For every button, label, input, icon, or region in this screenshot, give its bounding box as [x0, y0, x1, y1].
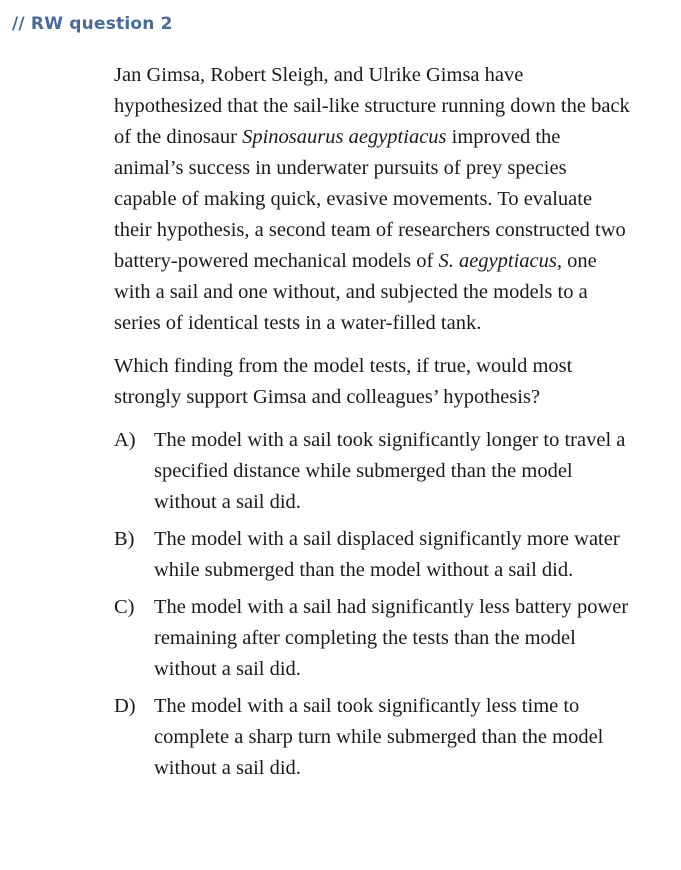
- choice-a[interactable]: [114, 425, 634, 518]
- passage-text-start: Jan Gimsa, Robert Sleigh, and Ulrike Gimsa have hypothesized that the sail-like structure running down the back of the dinosaur: [114, 64, 630, 148]
- passage-text-middle: improved the animal’s success in underwater pursuits of prey species capable of making quick, evasive movements. To evaluate their hypothesis, a second team of researchers constructed two battery-powered mechanical models of: [114, 126, 626, 272]
- choice-text: The model with a sail took significantly less time to complete a sharp turn while submerged than the model without a sail did.: [154, 695, 604, 779]
- passage-text-end: one with a sail and one without, and subjected the models to a series of identical tests in a water-filled tank.: [114, 250, 597, 334]
- choice-d[interactable]: [114, 691, 634, 784]
- question-stem: Which finding from the model tests, if true, would most strongly support Gimsa and colleagues’ hypothesis?: [114, 355, 573, 408]
- choice-c[interactable]: [114, 592, 634, 685]
- species-name: Spinosaurus aegyptiacus: [242, 126, 447, 148]
- choice-letter: A): [114, 429, 136, 451]
- choice-letter: C): [114, 596, 135, 618]
- choice-b[interactable]: [114, 524, 634, 586]
- choice-text: The model with a sail displaced significantly more water while submerged than the model without a sail did.: [154, 528, 620, 581]
- passage: [114, 60, 634, 339]
- choice-text: The model with a sail had significantly less battery power remaining after completing the tests than the model without a sail did.: [154, 596, 629, 680]
- species-short-name: S. aegyptiacus,: [438, 250, 562, 272]
- question-header: // RW question 2: [12, 14, 173, 34]
- choice-letter: B): [114, 528, 135, 550]
- choice-text: The model with a sail took significantly longer to travel a specified distance while submerged than the model without a sail did.: [154, 429, 626, 513]
- choice-letter: D): [114, 695, 136, 717]
- question-content: [114, 60, 634, 790]
